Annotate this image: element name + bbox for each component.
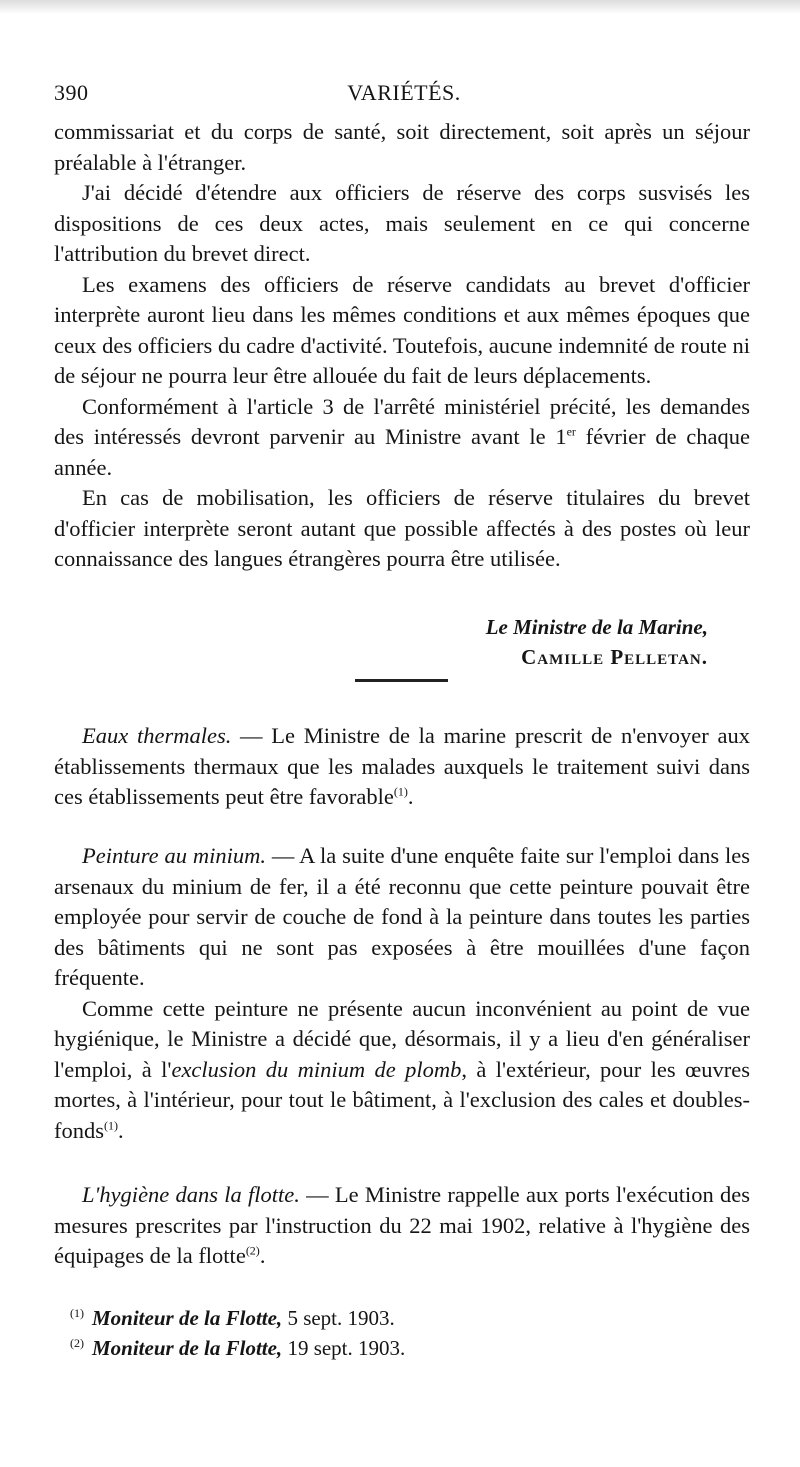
paragraph-text: février de chaque année. [54, 424, 750, 480]
paragraph-text: — Le Ministre rappelle aux ports l'exécution des mesures prescrites par l'instruction du 22 mai 1902, relative à l'hygiène des équipages de la flotte [54, 1182, 750, 1268]
signature-title: Le Ministre de la Marine, [485, 615, 708, 639]
footnote-source: Moniteur de la Flotte, [92, 1336, 283, 1360]
footnote-mark: (1) [70, 1306, 84, 1320]
signature-block [54, 613, 708, 672]
footnote-ref: (1) [104, 1118, 118, 1132]
paragraph [54, 392, 750, 484]
hygiene-flotte-section [54, 1180, 750, 1272]
paragraph [54, 721, 750, 813]
section-lead: Peinture au minium. [82, 843, 267, 868]
eaux-thermales-section [54, 721, 750, 813]
section-divider [355, 679, 448, 682]
paragraph: En cas de mobilisation, les officiers de réserve titulaires du brevet d'officier interprète seront autant que possible affectés à des postes où leur connaissance des langues étrangères pourra être utilisée. [54, 485, 750, 571]
paragraph [54, 994, 750, 1147]
reserve-officers-section [54, 117, 750, 575]
page-header [54, 80, 754, 110]
paragraph [54, 841, 750, 994]
peinture-minium-section [54, 841, 750, 1146]
footnote-source: Moniteur de la Flotte, [92, 1306, 283, 1330]
paragraph: Les examens des officiers de réserve candidats au brevet d'officier interprète auront lieu dans les mêmes conditions et aux mêmes époques que ceux des officiers du cadre d'activité. Toutefois, aucune indemnité de route ni de séjour ne pourra leur être allouée du fait de leurs déplacements. [54, 271, 750, 388]
paragraph [54, 1180, 750, 1272]
section-lead: L'hygiène dans la flotte. [82, 1182, 300, 1207]
punctuation: . [118, 1117, 124, 1143]
paragraph-text: , à l'extérieur, pour les œuvres mortes, à l'intérieur, pour tout le bâtiment, à l'exclusion des cales et doubles-fonds [54, 1056, 751, 1143]
emphasis-text: exclusion du minium de plomb [171, 1056, 462, 1082]
page-edge-shadow [0, 0, 800, 14]
paragraph-text: Comme cette peinture ne présente aucun inconvénient au point de vue hygiénique, le Ministre a décidé que, désormais, il y a lieu d'en généraliser l'emploi, à l' [54, 995, 750, 1082]
footnote-ref: (2) [245, 1243, 260, 1258]
section-lead: Eaux thermales. [82, 723, 232, 748]
footnote-mark: (2) [70, 1336, 84, 1350]
paragraph: commissariat et du corps de santé, soit directement, soit après un séjour préalable à l'étranger. [54, 119, 750, 175]
page-number: 390 [54, 80, 89, 105]
footnote [70, 1333, 720, 1363]
paragraph-text: — Le Ministre de la marine prescrit de n'envoyer aux établissements thermaux que les malades auxquels le traitement suivi dans ces établissements peut être favorable [54, 723, 750, 809]
signature-name: Camille Pelletan. [521, 645, 708, 669]
footnote-date: 5 sept. 1903. [282, 1306, 395, 1330]
footnote-ref: (1) [393, 784, 408, 799]
footnote [70, 1303, 720, 1333]
punctuation: . [259, 1243, 266, 1268]
running-title: VARIÉTÉS. [347, 80, 461, 105]
paragraph: J'ai décidé d'étendre aux officiers de réserve des corps susvisés les dispositions de ces deux actes, mais seulement en ce qui concerne l'attribution du brevet direct. [54, 180, 750, 266]
footnote-date: 19 sept. 1903. [282, 1336, 406, 1360]
punctuation: . [407, 784, 414, 809]
footnotes [70, 1303, 720, 1363]
ordinal-superscript: er [566, 424, 576, 439]
paragraph-text: Conformément à l'article 3 de l'arrêté ministériel précité, les demandes des intéressés devront parvenir au Ministre avant le 1 [54, 393, 750, 449]
paragraph-text: — A la suite d'une enquête faite sur l'emploi dans les arsenaux du minium de fer, il a été reconnu que cette peinture pouvait être employée pour servir de couche de fond à la peinture dans toutes les parties des bâtiments qui ne sont pas exposées à être mouillées d'une façon fréquente. [54, 843, 751, 990]
